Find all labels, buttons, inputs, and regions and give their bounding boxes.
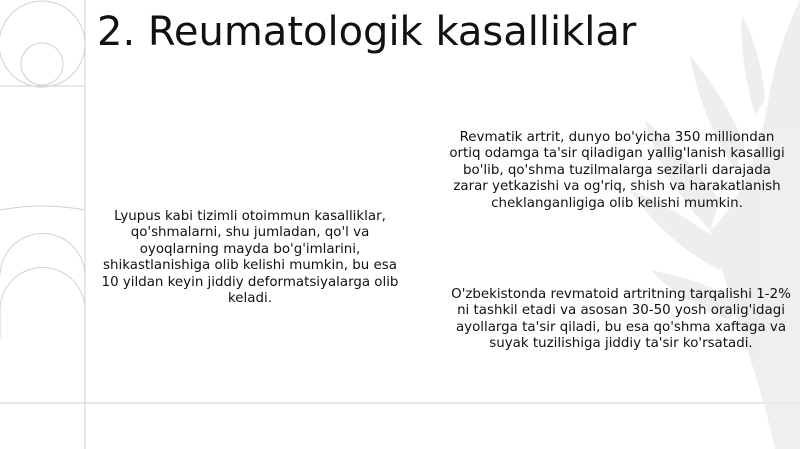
- curve-outline: [0, 206, 85, 210]
- paragraph-rheumatoid-arthritis-uzbekistan: O'zbekistonda revmatoid artritning tarqalishi 1-2% ni tashkil etadi va asosan 30-50 yosh oralig'idagi ayollarga ta'sir qiladi, bu esa qo'shma xaftaga va suyak tuzilishiga jiddiy ta'sir ko'rsatadi.: [451, 287, 791, 352]
- large-circle-outline: [0, 1, 85, 87]
- paragraph-rheumatoid-arthritis-global: Revmatik artrit, dunyo bo'yicha 350 milliondan ortiq odamga ta'sir qiladigan yallig'lanish kasalligi bo'lib, qo'shma tuzilmalarga sezilarli darajada zarar yetkazishi va og'riq, shish va harakatlanish cheklanganligiga olib kelishi mumkin.: [449, 130, 785, 211]
- palm-leaf-shadow-decoration: [560, 0, 800, 449]
- arch-outline-lower: [0, 268, 85, 338]
- paragraph-lupus: Lyupus kabi tizimli otoimmun kasalliklar, qo'shmalarni, shu jumladan, qo'l va oyoqlarning mayda bo'g'imlarini, shikastlanishiga olib kelishi mumkin, bu esa 10 yildan keyin jiddiy deformatsiyalarga olib keladi.: [101, 209, 399, 307]
- arch-outline-upper: [0, 234, 85, 276]
- slide-title: 2. Reumatologik kasalliklar: [97, 9, 637, 55]
- small-circle-outline: [21, 43, 63, 85]
